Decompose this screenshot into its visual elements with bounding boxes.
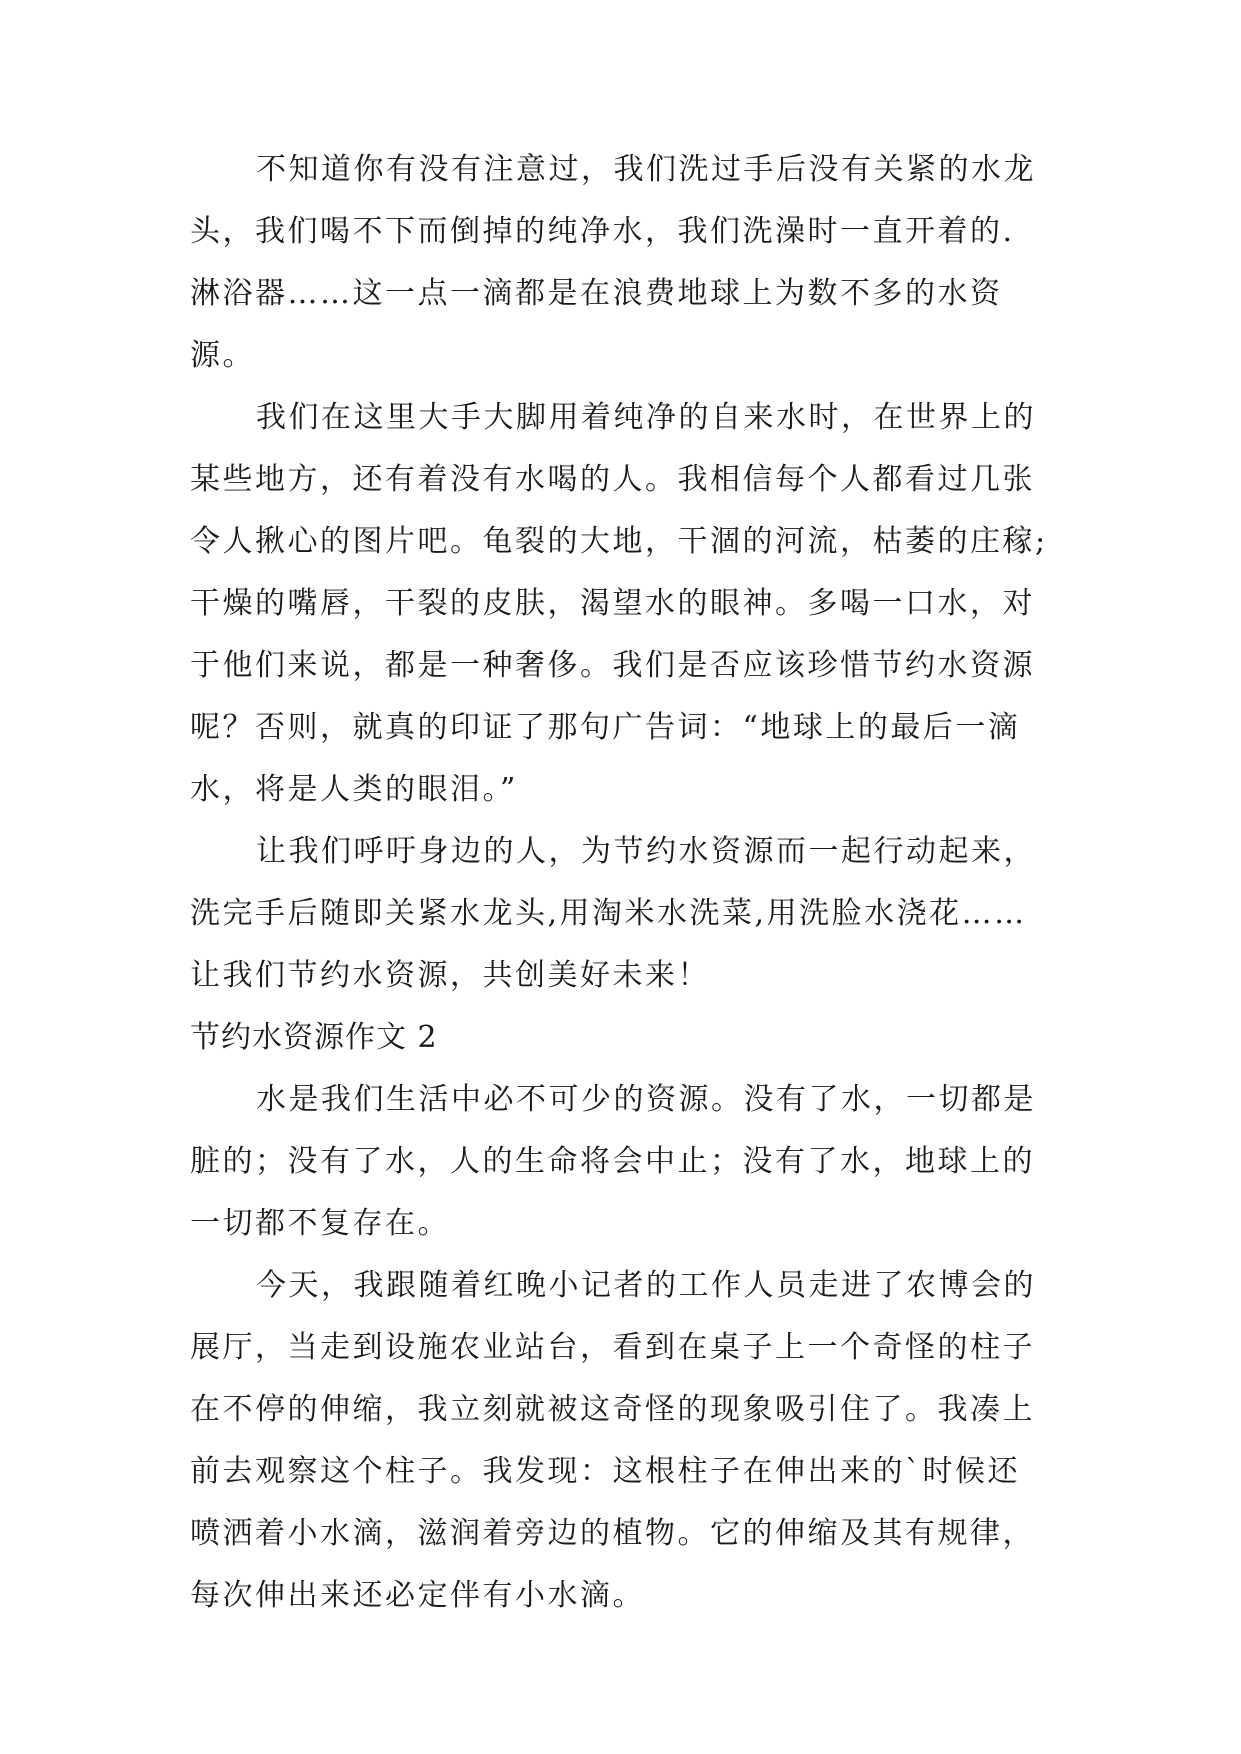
section-heading: 节约水资源作文 2 <box>190 1020 438 1055</box>
paragraph-2-line-1: 我们在这里大手大脚用着纯净的自来水时，在世界上的 <box>256 400 1036 435</box>
paragraph-5-line-3: 在不停的伸缩，我立刻就被这奇怪的现象吸引住了。我凑上 <box>190 1392 1035 1427</box>
paragraph-2-line-3: 令人揪心的图片吧。龟裂的大地，干涸的河流，枯萎的庄稼; <box>190 524 1048 559</box>
paragraph-1-line-1: 不知道你有没有注意过，我们洗过手后没有关紧的水龙 <box>256 152 1036 187</box>
paragraph-3-line-1: 让我们呼吁身边的人，为节约水资源而一起行动起来， <box>256 834 1036 869</box>
paragraph-2-line-2: 某些地方，还有着没有水喝的人。我相信每个人都看过几张 <box>190 462 1035 497</box>
paragraph-5-line-2: 展厅，当走到设施农业站台，看到在桌子上一个奇怪的柱子 <box>190 1330 1035 1365</box>
paragraph-1-line-3: 淋浴器……这一点一滴都是在浪费地球上为数不多的水资 <box>190 276 1003 311</box>
paragraph-3-line-2: 洗完手后随即关紧水龙头,用淘米水洗菜,用洗脸水浇花…… <box>190 896 1027 931</box>
paragraph-1-line-4: 源。 <box>190 338 255 373</box>
paragraph-2-line-7: 水，将是人类的眼泪。” <box>190 772 518 807</box>
paragraph-2-line-5: 于他们来说，都是一种奢侈。我们是否应该珍惜节约水资源 <box>190 648 1035 683</box>
paragraph-1-line-2: 头，我们喝不下而倒掉的纯净水，我们洗澡时一直开着的. <box>190 214 1015 249</box>
paragraph-5-line-1: 今天，我跟随着红晚小记者的工作人员走进了农博会的 <box>256 1268 1036 1303</box>
paragraph-3-line-3: 让我们节约水资源，共创美好未来！ <box>190 958 710 993</box>
paragraph-4-line-3: 一切都不复存在。 <box>190 1206 450 1241</box>
paragraph-4-line-1: 水是我们生活中必不可少的资源。没有了水，一切都是 <box>256 1082 1036 1117</box>
paragraph-5-line-6: 每次伸出来还必定伴有小水滴。 <box>190 1578 645 1613</box>
paragraph-5-line-5: 喷洒着小水滴，滋润着旁边的植物。它的伸缩及其有规律， <box>190 1516 1035 1551</box>
paragraph-2-line-4: 干燥的嘴唇，干裂的皮肤，渴望水的眼神。多喝一口水，对 <box>190 586 1035 621</box>
paragraph-2-line-6: 呢？否则，就真的印证了那句广告词：“地球上的最后一滴 <box>190 710 1021 745</box>
paragraph-5-line-4: 前去观察这个柱子。我发现：这根柱子在伸出来的`时候还 <box>190 1454 1020 1489</box>
paragraph-4-line-2: 脏的；没有了水，人的生命将会中止；没有了水，地球上的 <box>190 1144 1035 1179</box>
